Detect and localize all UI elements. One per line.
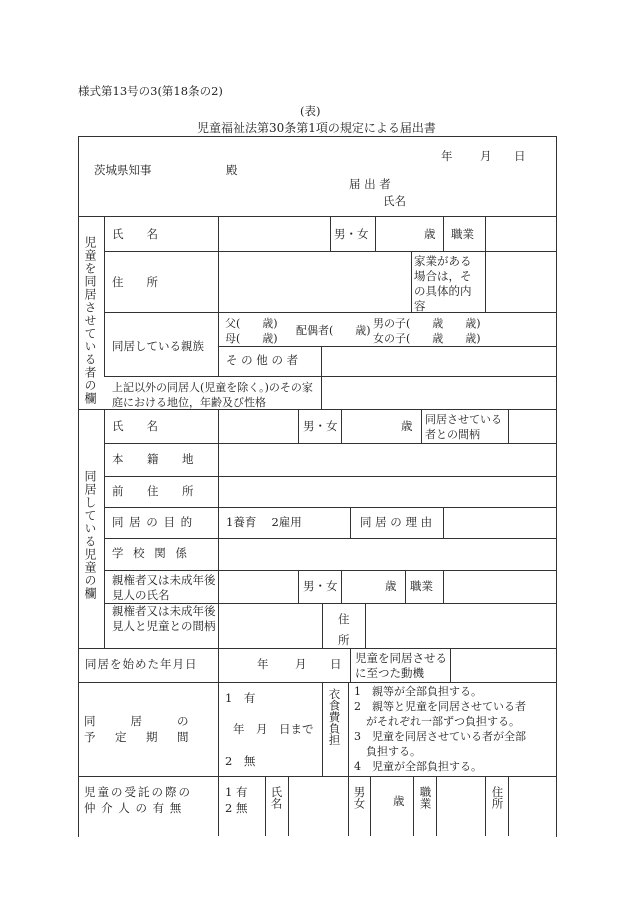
- burden-4: 4 児童が全部負担する。: [354, 760, 482, 773]
- notifier-label: 届 出 者: [349, 177, 391, 191]
- period-option-no: 2 無: [225, 754, 256, 768]
- guardian-gender: 男・女: [334, 227, 369, 241]
- burden-3b: 負担する。: [366, 745, 421, 758]
- form-title: 児童福祉法第30条第1項の規定による届出書: [197, 121, 436, 135]
- addressee: 茨城県知事: [94, 163, 152, 177]
- start-day: 日: [330, 657, 342, 671]
- start-date-label: 同居を始めた年月日: [85, 657, 198, 671]
- honorific: 殿: [226, 163, 238, 177]
- guardian-name-label: 氏 名: [112, 227, 158, 241]
- child-section-label: 同居している児童の欄: [83, 470, 97, 600]
- other-cohabitants-label: 上記以外の同居人(児童を除く。)のその家庭における地位，年齢及び性格: [112, 381, 313, 409]
- guardian-age: 歳: [424, 227, 436, 241]
- intermediary-label-1: 児童の受託の際の: [84, 785, 192, 799]
- mother-age: 母( 歳): [225, 332, 278, 345]
- child-age: 歳: [401, 419, 413, 433]
- guardian-occupation: 職業: [451, 227, 474, 241]
- intermediary-occupation: 職業: [418, 786, 433, 809]
- side-label: (表): [300, 104, 321, 118]
- daughter-ages: 女の子( 歳 歳): [373, 332, 481, 345]
- parent-gender: 男・女: [303, 579, 338, 593]
- notifier-name-label: 氏名: [383, 194, 406, 208]
- intermediary-label-2: 仲 介 人 の 有 無: [84, 801, 183, 815]
- spouse-age: 配偶者( 歳): [296, 324, 371, 337]
- parent-occupation: 職業: [410, 579, 433, 593]
- parent-name-label: 親権者又は未成年後見人の氏名: [112, 573, 216, 602]
- parent-relation-label: 親権者又は未成年後見人と児童との間柄: [112, 604, 216, 633]
- reason-label: 同 居 の 理 由: [360, 515, 433, 529]
- child-prev-address-label: 前 住 所: [112, 484, 200, 498]
- period-label-1: 同 居 の: [84, 714, 193, 728]
- intermediary-option-yes: 1 有: [225, 785, 248, 799]
- child-gender: 男・女: [303, 419, 338, 433]
- date-year: 年: [441, 149, 453, 163]
- purpose-options: 1養育 2雇用: [226, 515, 302, 529]
- others-label: そ の 他 の 者: [226, 353, 299, 367]
- child-relation-label: 同居させている者との間柄: [425, 413, 502, 441]
- intermediary-gender: 男女: [352, 786, 367, 809]
- parent-age: 歳: [385, 579, 397, 593]
- period-label-2: 予 定 期 間: [84, 730, 193, 744]
- guardian-section-label: 児童を同居させている者の欄: [83, 236, 97, 405]
- business-note: 家業がある場合は，その具体的内容: [414, 254, 472, 313]
- period-until: 年 月 日まで: [233, 722, 314, 736]
- motive-label: 児童を同居させるに至つた動機: [355, 651, 447, 680]
- burden-1: 1 親等が全部負担する。: [354, 685, 482, 698]
- burden-label: 衣食費負担: [327, 688, 342, 746]
- period-option-yes: 1 有: [225, 691, 256, 705]
- intermediary-age: 歳: [393, 794, 405, 808]
- start-month: 月: [295, 657, 307, 671]
- parent-address-label: 住 所: [338, 612, 361, 647]
- guardian-address-label: 住 所: [112, 275, 158, 289]
- date-month: 月: [480, 149, 492, 163]
- burden-3a: 3 児童を同居させている者が全部: [354, 730, 526, 743]
- date-day: 日: [514, 149, 526, 163]
- son-ages: 男の子( 歳 歳): [373, 317, 481, 330]
- form-number: 様式第13号の3(第18条の2): [78, 84, 223, 98]
- intermediary-name-label: 氏名: [269, 786, 284, 809]
- child-name-label: 氏 名: [112, 419, 158, 433]
- intermediary-address-label: 住所: [490, 786, 505, 809]
- father-age: 父( 歳): [225, 317, 278, 330]
- purpose-label: 同 居 の 目 的: [112, 515, 194, 529]
- school-label: 学 校 関 係: [112, 546, 190, 560]
- family-label: 同居している親族: [112, 339, 204, 353]
- start-year: 年: [257, 657, 269, 671]
- child-domicile-label: 本 籍 地: [112, 452, 200, 466]
- burden-2b: がそれぞれ一部ずつ負担する。: [366, 715, 520, 728]
- burden-2a: 2 親等と児童を同居させている者: [354, 700, 526, 713]
- intermediary-option-no: 2 無: [225, 801, 248, 815]
